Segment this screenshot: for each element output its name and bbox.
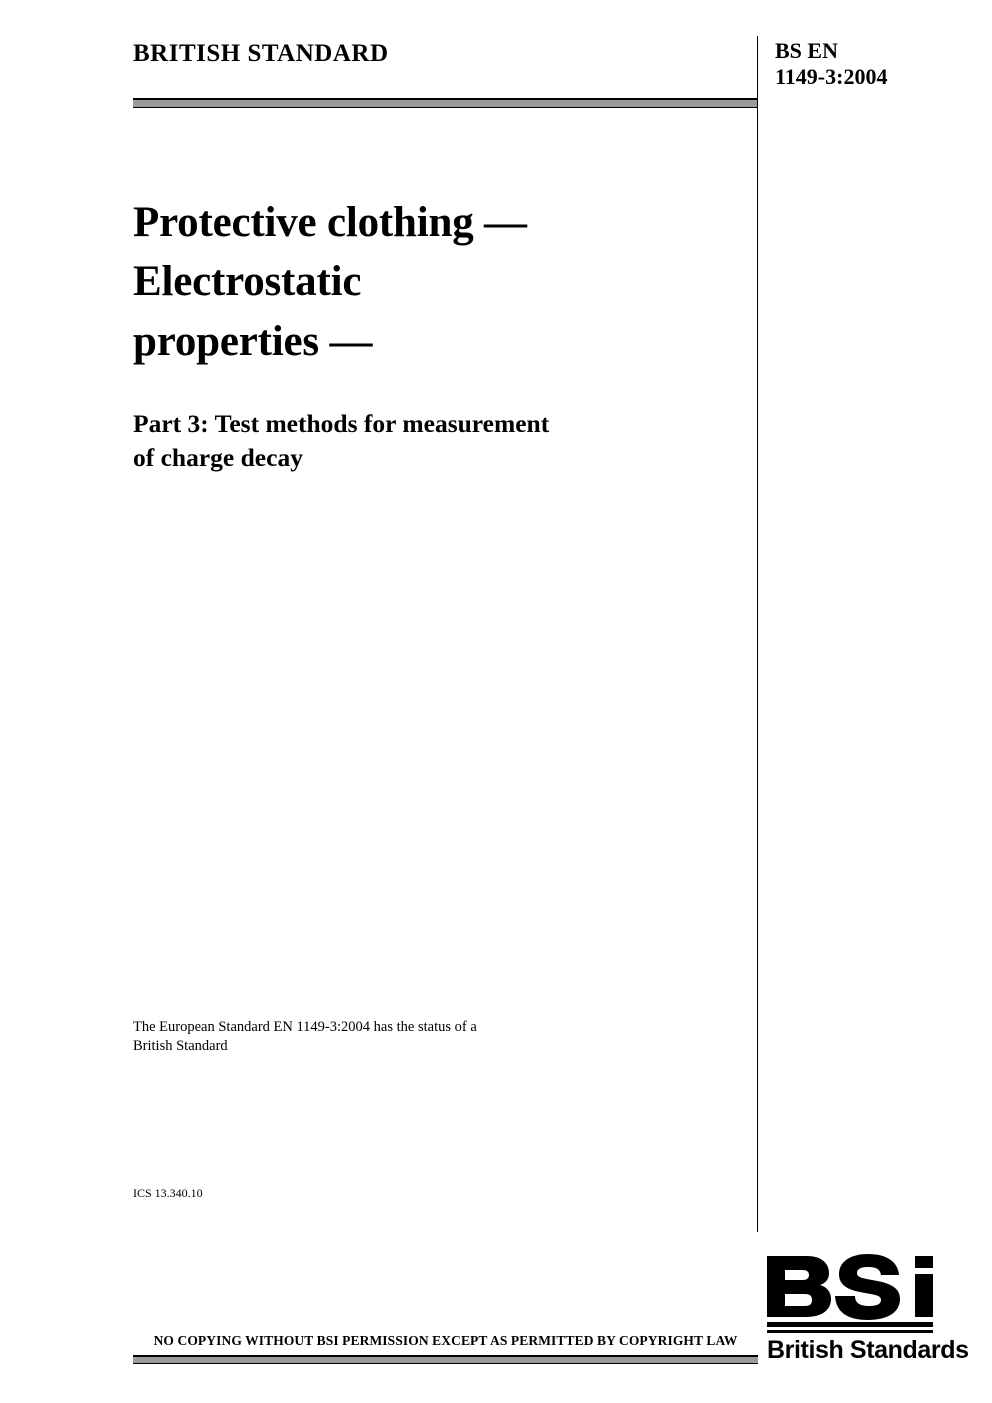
bsi-wordmark: British Standards <box>767 1336 969 1364</box>
page-title-line2: Electrostatic <box>133 258 362 306</box>
vertical-divider-rule <box>757 36 758 1232</box>
status-note-line2: British Standard <box>133 1038 228 1054</box>
page-title <box>133 193 743 371</box>
page-title-line3: properties — <box>133 317 373 365</box>
copyright-notice: NO COPYING WITHOUT BSI PERMISSION EXCEPT AS PERMITTED BY COPYRIGHT LAW <box>153 1333 738 1348</box>
bsi-logo <box>765 1252 969 1372</box>
ics-code: ICS 13.340.10 <box>133 1186 203 1200</box>
standard-number-line2: 1149-3:2004 <box>775 64 888 89</box>
status-note <box>133 1018 693 1056</box>
bsi-logo-icon <box>765 1252 950 1334</box>
standard-number <box>775 38 975 90</box>
page-subtitle-line2: of charge decay <box>133 442 303 472</box>
title-block <box>133 193 743 474</box>
standard-number-line1: BS EN <box>775 38 838 63</box>
header-divider-rule <box>133 98 758 108</box>
page-subtitle <box>133 407 743 474</box>
status-note-line1: The European Standard EN 1149-3:2004 has the status of a <box>133 1019 477 1035</box>
publisher-brand: BRITISH STANDARD <box>133 40 389 67</box>
page-title-line1: Protective clothing — <box>133 199 527 246</box>
footer-divider-rule <box>133 1355 758 1364</box>
page-subtitle-line1: Part 3: Test methods for measurement <box>133 408 550 438</box>
page-header <box>133 40 913 100</box>
